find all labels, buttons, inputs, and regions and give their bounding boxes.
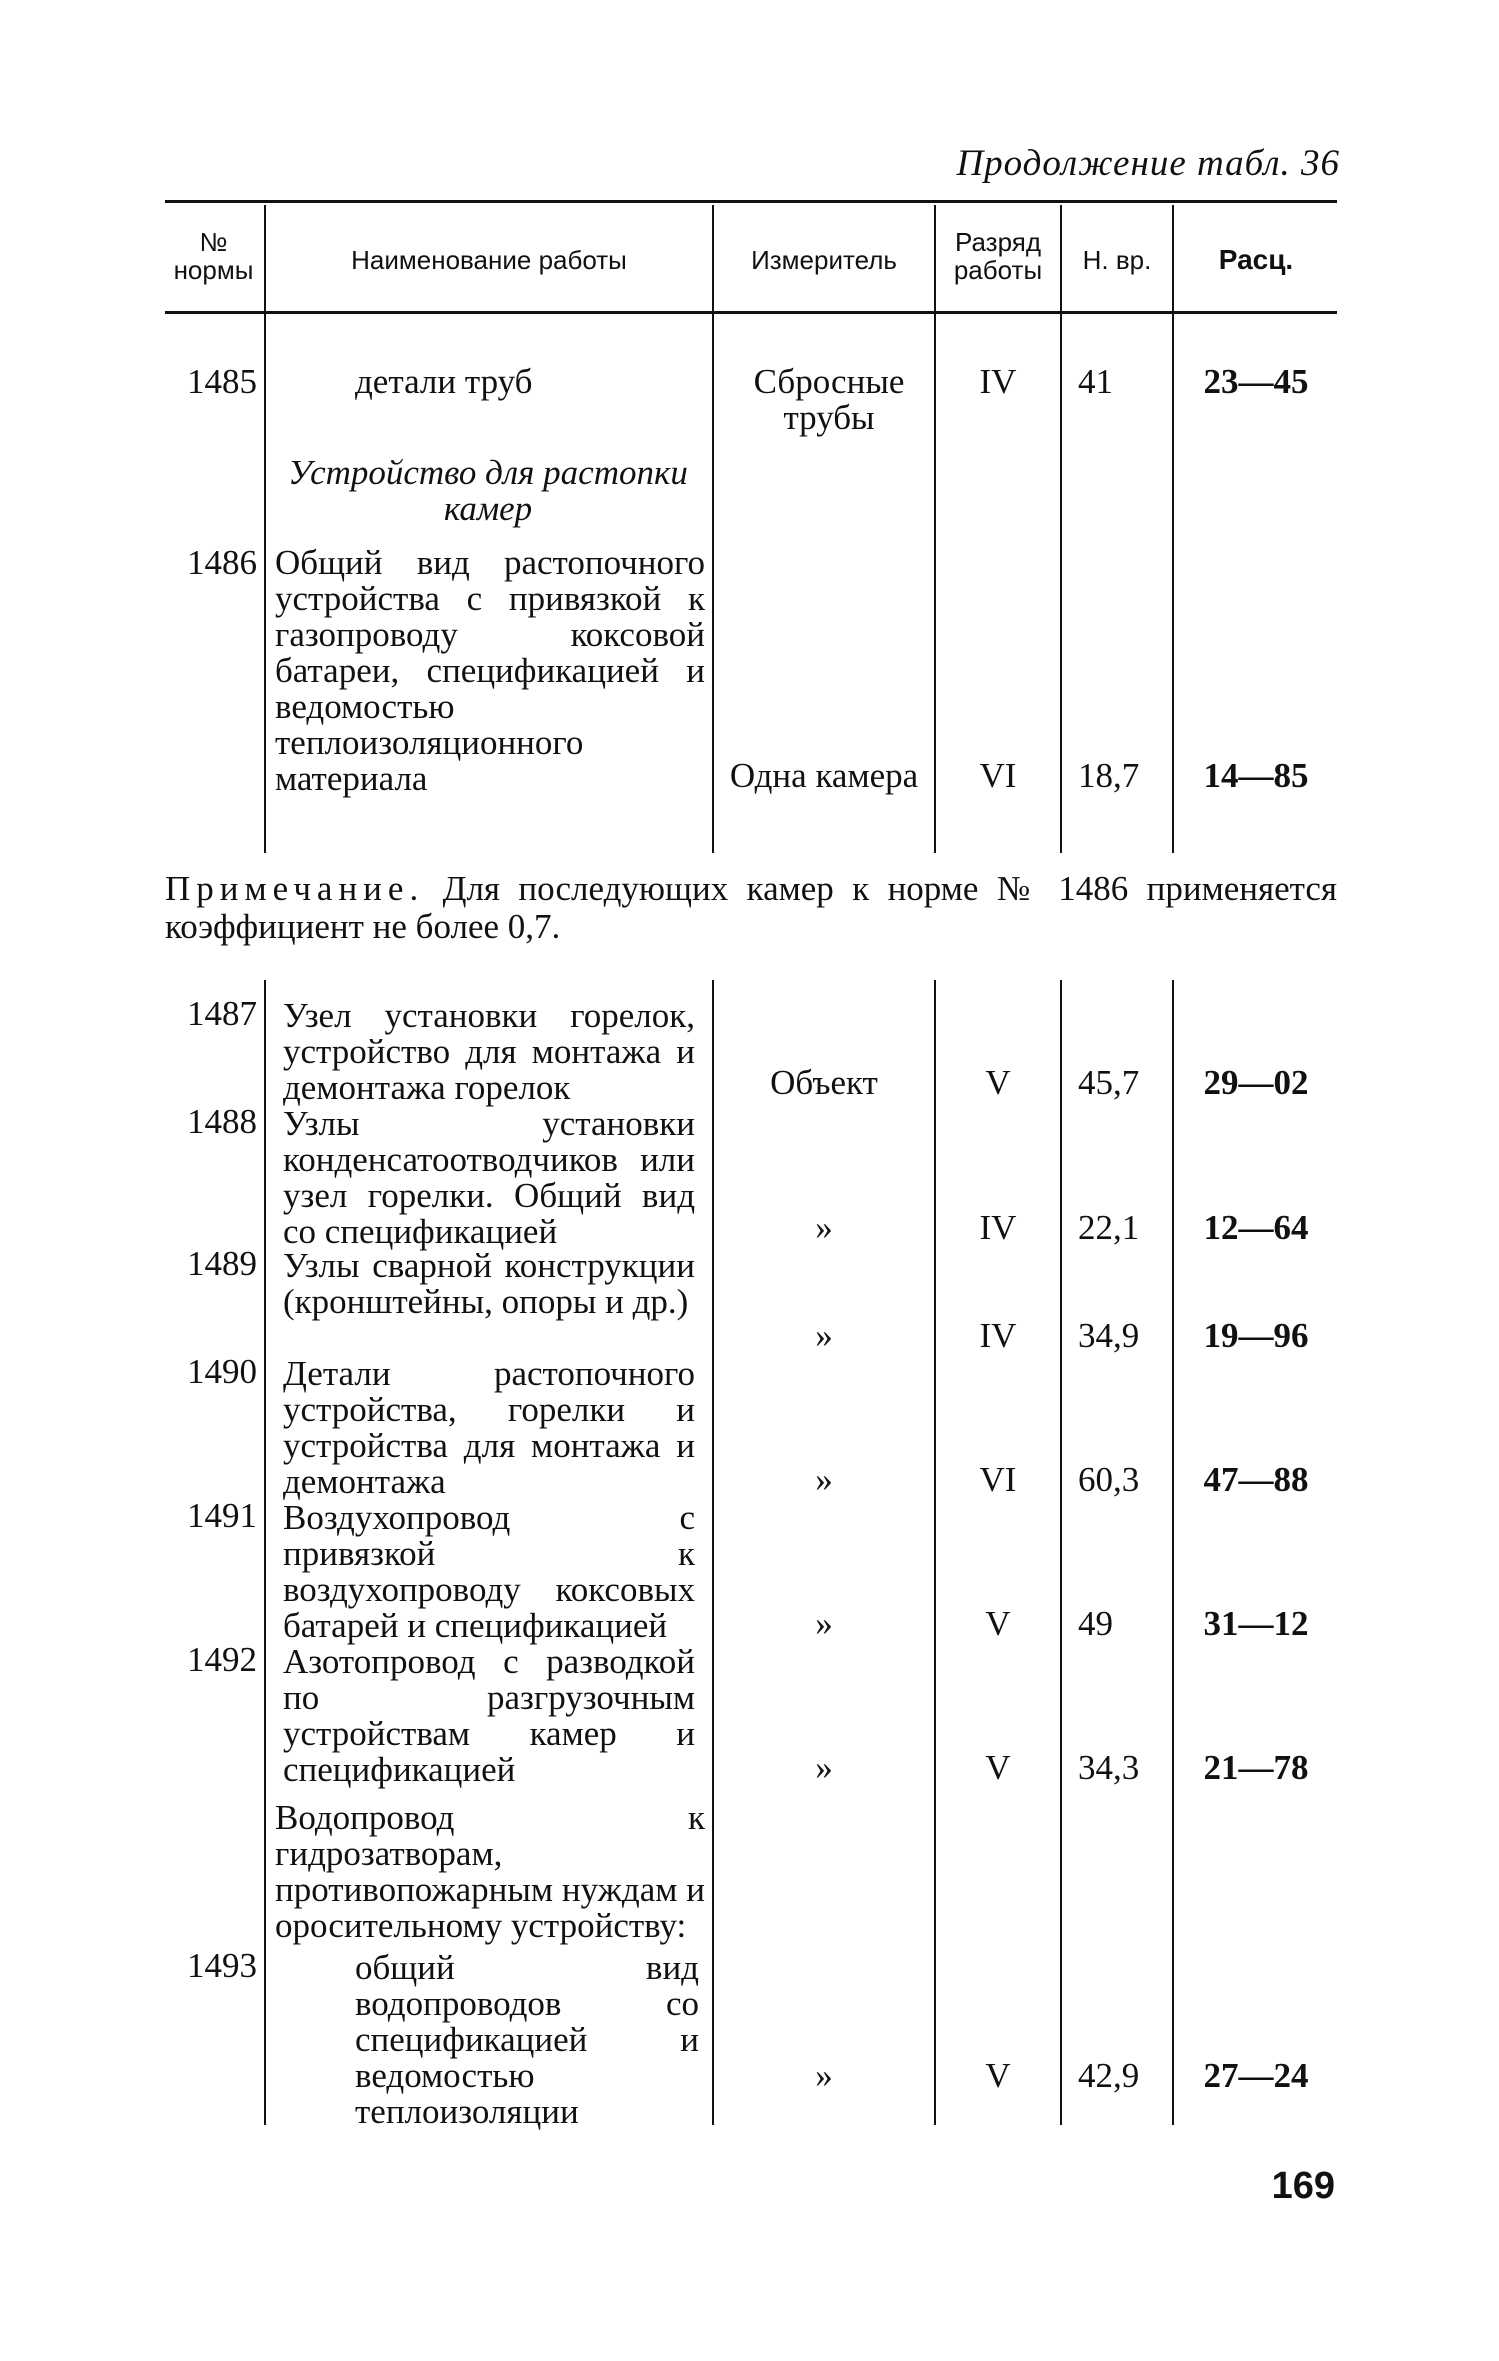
- row-grade: V: [985, 1063, 1011, 1102]
- row-rate: 12—64: [1203, 1208, 1309, 1247]
- column-divider: [264, 980, 266, 2125]
- row-number: 1487: [187, 994, 257, 1033]
- column-divider: [1172, 980, 1174, 2125]
- row-rate: 14—85: [1203, 756, 1309, 795]
- row-time: 49: [1078, 1604, 1113, 1643]
- header-unit: Измеритель: [751, 245, 897, 275]
- row-grade: VI: [979, 756, 1017, 795]
- header-grade-line1: Разряд: [955, 227, 1041, 257]
- row-time: 41: [1078, 362, 1113, 401]
- row-number: 1485: [187, 362, 257, 401]
- row-rate: 29—02: [1203, 1063, 1309, 1102]
- header-name: Наименование работы: [351, 245, 627, 275]
- row-time: 60,3: [1078, 1460, 1140, 1499]
- row-unit: Одна камера: [729, 756, 919, 795]
- row-number: 1493: [187, 1946, 257, 1985]
- row-grade: IV: [979, 362, 1017, 401]
- row-unit: »: [815, 1316, 833, 1355]
- row-grade: V: [985, 1748, 1011, 1787]
- row-grade: V: [985, 2056, 1011, 2095]
- header-no: [165, 228, 262, 284]
- table-continuation-title: Продолжение табл. 36: [956, 143, 1340, 184]
- row-unit: Сбросные трубы: [753, 362, 905, 437]
- row-unit: »: [815, 1460, 833, 1499]
- row-time: 45,7: [1078, 1063, 1140, 1102]
- row-grade: VI: [979, 1460, 1017, 1499]
- row-grade: IV: [979, 1316, 1017, 1355]
- row-name: Общий вид растопочного устройства с привязкой к газопроводу коксовой батареи, спецификацией и ведомостью теплоизоляционного материала: [275, 543, 705, 798]
- row-name: Воздухопровод с привязкой к воздухопроводу коксовых батарей и спецификацией: [283, 1498, 695, 1645]
- row-time: 42,9: [1078, 2056, 1140, 2095]
- header-grade-line2: работы: [953, 255, 1043, 285]
- row-number: 1492: [187, 1640, 257, 1679]
- column-divider: [712, 980, 714, 2125]
- header-no-line1: №: [199, 227, 228, 257]
- row-rate: 21—78: [1203, 1748, 1309, 1787]
- row-unit: Объект: [770, 1063, 878, 1102]
- page-number: 169: [1271, 2165, 1335, 2207]
- header-no-line2: нормы: [173, 255, 254, 285]
- row-time: 22,1: [1078, 1208, 1140, 1247]
- row-unit: »: [815, 2056, 833, 2095]
- column-divider: [934, 205, 936, 853]
- row-name: общий вид водопроводов со спецификацией и ведомостью теплоизоляции: [355, 1948, 699, 2131]
- row-name: Азотопровод с разводкой по разгрузочным устройствам камер и спецификацией: [283, 1642, 695, 1789]
- row-rate: 19—96: [1203, 1316, 1309, 1355]
- row-number: 1486: [187, 543, 257, 582]
- row-grade: IV: [979, 1208, 1017, 1247]
- row-name: детали труб: [355, 362, 533, 401]
- section-heading: Водопровод к гидрозатворам, противопожарным нуждам и оросительному устройству:: [275, 1798, 705, 1945]
- row-name: Узлы сварной конструкции (кронштейны, опоры и др.): [283, 1246, 695, 1321]
- column-divider: [1060, 205, 1062, 853]
- row-time: 18,7: [1078, 756, 1140, 795]
- header-grade: [938, 228, 1058, 284]
- table-top-rule: [165, 200, 1337, 203]
- row-time: 34,3: [1078, 1748, 1140, 1787]
- row-unit: »: [815, 1748, 833, 1787]
- row-name: Узлы установки конденсатоотводчиков или узел горелки. Общий вид со спецификацией: [283, 1104, 695, 1251]
- row-number: 1488: [187, 1102, 257, 1141]
- note-label: Примечание.: [165, 869, 425, 908]
- column-divider: [264, 205, 266, 853]
- row-unit: »: [815, 1604, 833, 1643]
- note-text: Для последующих камер к норме № 1486 применяется коэффициент не более 0,7.: [165, 869, 1338, 946]
- column-divider: [1060, 980, 1062, 2125]
- column-divider: [1172, 205, 1174, 853]
- table-note: [165, 870, 1337, 946]
- section-heading: Устройство для растопки камер: [288, 453, 688, 528]
- row-name: Детали растопочного устройства, горелки и устройства для монтажа и демонтажа: [283, 1354, 695, 1501]
- row-number: 1489: [187, 1244, 257, 1283]
- row-rate: 31—12: [1203, 1604, 1309, 1643]
- row-grade: V: [985, 1604, 1011, 1643]
- row-rate: 27—24: [1203, 2056, 1309, 2095]
- column-divider: [934, 980, 936, 2125]
- row-number: 1491: [187, 1496, 257, 1535]
- row-rate: 23—45: [1203, 362, 1309, 401]
- row-name: Узел установки горелок, устройство для монтажа и демонтажа горелок: [283, 996, 695, 1107]
- row-unit: »: [815, 1208, 833, 1247]
- row-number: 1490: [187, 1352, 257, 1391]
- header-bottom-rule: [165, 311, 1337, 314]
- header-rate: Расц.: [1218, 244, 1294, 275]
- row-rate: 47—88: [1203, 1460, 1309, 1499]
- column-divider: [712, 205, 714, 853]
- header-time: Н. вр.: [1082, 245, 1152, 275]
- row-time: 34,9: [1078, 1316, 1140, 1355]
